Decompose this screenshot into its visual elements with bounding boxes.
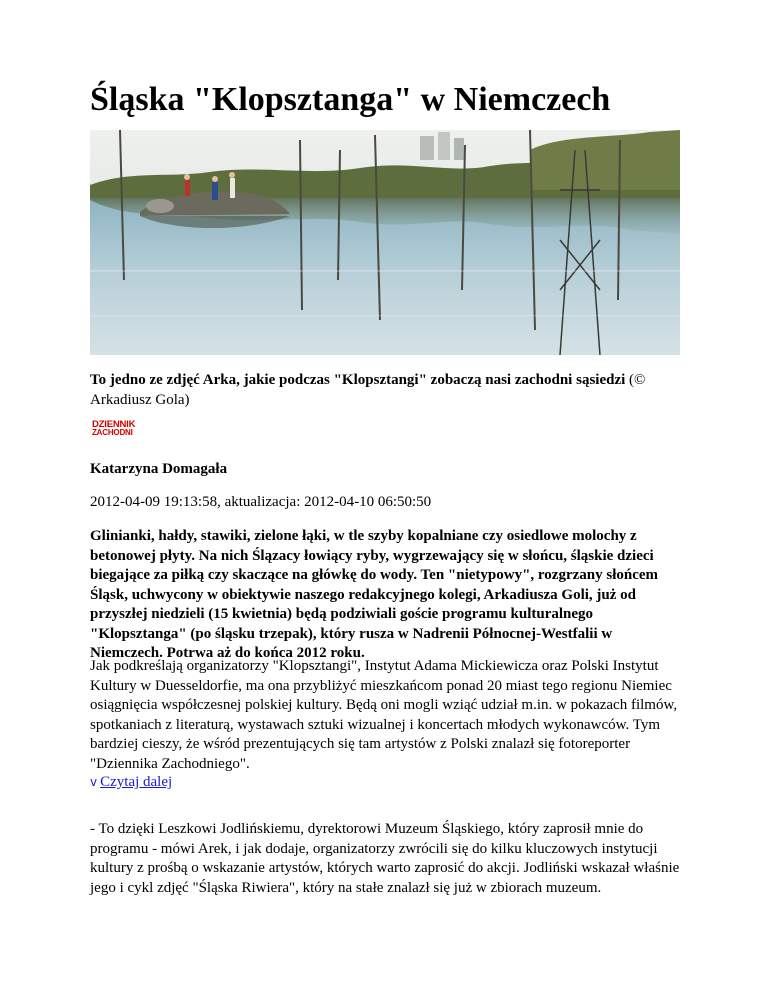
caption-text: To jedno ze zdjęć Arka, jakie podczas "Klopsztangi" zobaczą nasi zachodni sąsiedzi bbox=[90, 372, 626, 388]
caption-credit: (© Arkadiusz Gola) bbox=[90, 372, 646, 408]
article-title: Śląska "Klopsztanga" w Niemczech bbox=[90, 81, 611, 118]
read-more-link[interactable] bbox=[90, 773, 172, 792]
article-dates: 2012-04-09 19:13:58, aktualizacja: 2012-04-10 06:50:50 bbox=[90, 494, 432, 510]
dziennik-zachodni-logo bbox=[92, 421, 150, 443]
article-paragraph-2: - To dzięki Leszkowi Jodlińskiemu, dyrektorowi Muzeum Śląskiego, który zaprosił mnie do programu - mówi Arek, i jak dodaje, organizatorzy zwrócili się do kilku kluczowych instytucji kultury z prośbą o wskazanie artystów, których warto zaprosić do akcji. Jodliński wskazał właśnie jego i cykl zdjęć "Śląska Riwiera", który na stałe znalazł się już w zbiorach muzeum. bbox=[90, 821, 680, 896]
article-photo bbox=[90, 130, 680, 355]
article-paragraph-1: Jak podkreślają organizatorzy "Klopsztangi", Instytut Adama Mickiewicza oraz Polski Instytut Kultury w Duesseldorfie, ma ona przybliżyć mieszkańcom ponad 20 miast tego regionu Niemiec osiągnięcia współczesnej polskiej kultury. Będą oni mogli wziąć udział m.in. w pokazach filmów, spotkaniach z literaturą, wystawach sztuki wizualnej i koncertach młodych wykonawców. Tym bardziej cieszy, że wśród prezentujących się tam artystów z Polski znalazł się fotoreporter "Dziennika Zachodniego". bbox=[90, 658, 678, 772]
read-more-label: Czytaj dalej bbox=[100, 774, 173, 790]
logo-line-1: DZIENNIK bbox=[92, 419, 136, 430]
article-author: Katarzyna Domagała bbox=[90, 461, 228, 477]
article-lead: Glinianki, hałdy, stawiki, zielone łąki, w tle szyby kopalniane czy osiedlowe molochy z betonowej płyty. Na nich Ślązacy łowiący ryby, wygrzewający się w słońcu, śląskie dzieci biegające za piłką czy skaczące na główkę do wody. Ten "nietypowy", rozgrzany słońcem Śląsk, uchwycony w obiektywie naszego redakcyjnego kolegi, Arkadiusza Goli, już od przyszłej niedzieli (15 kwietnia) będą podziwiali goście programu kulturalnego "Klopsztanga" (po śląsku trzepak), który rusza w Nadrenii Północnej-Westfalii w Niemczech. Potrwa aż do końca 2012 roku. bbox=[90, 528, 659, 661]
chevron-down-icon: v bbox=[90, 775, 98, 789]
logo-line-2: ZACHODNI bbox=[92, 428, 133, 437]
photo-caption bbox=[90, 370, 690, 410]
